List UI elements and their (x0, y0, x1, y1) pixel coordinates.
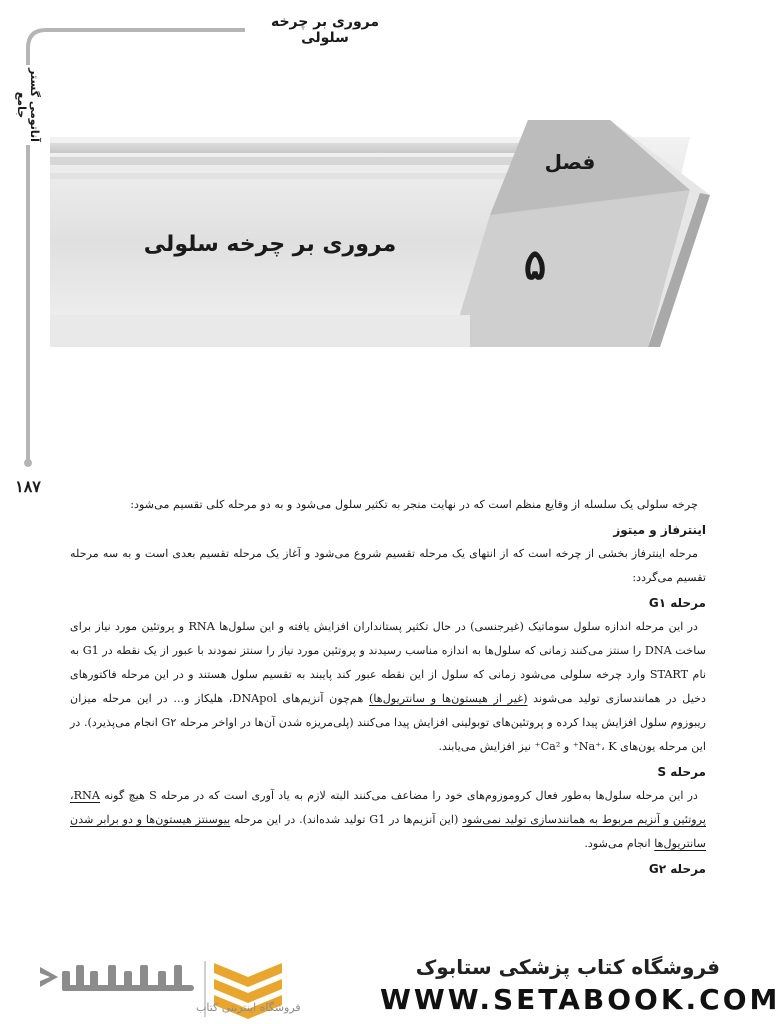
store-title: فروشگاه کتاب پزشکی ستابوک (415, 955, 720, 979)
chapter-label: فصل (544, 150, 596, 174)
s-underlined-a: RNA، پروتئین و آنزیم مربوط به همانندسازی تولید نمی‌شود (70, 789, 707, 826)
g1-underlined-a: (غیر از هیستون‌ها و سانتریول‌ها) (369, 692, 528, 705)
store-url[interactable]: WWW.SETABOOK.COM (380, 983, 780, 1016)
setabook-logo (18, 955, 301, 1020)
logo-wordmark-icon (40, 965, 194, 991)
g1-text-a: در این مرحله اندازه سلول سوماتیک (غیرجنسی) در حال تکثیر پستانداران افزایش یافته و این سلول‌ها RNA و پروتئین مورد نیاز برای ساخت DNA را سنتز می‌کنند زمانی که سلول‌ها به اندازه مناسب رسیدند و پروتئین مورد نیاز را سنتز نمودند با عبور از یک نقطه در G1 به نام START وارد چرخه سلولی می‌شود زمانی که سلول از این نقطه عبور کند پایبند به تقسیم سلول هستند و در این مرحله فاکتورهای دخیل در همانندسازی تولید می‌شوند (70, 620, 706, 705)
g1-paragraph (70, 615, 706, 759)
chapter-number: ۵ (523, 240, 547, 289)
g1-text-b: هم‌چون آنزیم‌های DNApol، هلیکاز و... در این مرحله میزان ریبوزوم سلول افزایش پیدا کرده و پروتئین‌های توبولینی افزایش پیدا می‌کنند (پلی‌مریزه شدن آن‌ها در اواخر مرحله G۲ انجام می‌پذیرد). در این مرحله یون‌های Na⁺، K⁺ و Ca²⁺ نیز افزایش می‌یابند. (70, 692, 706, 753)
logo-subtext: فروشگاه اینترنتی کتاب (196, 1001, 301, 1014)
side-book-title: آناتومی گستر جامع (15, 65, 41, 145)
section-heading-g2: مرحله G۲ (648, 862, 706, 876)
chapter-body (70, 493, 706, 881)
s-text-a: در این مرحله سلول‌ها به‌طور فعال کروموزوم‌های خود را مضاعف می‌کنند البته لازم به یاد آوری است که در مرحله S هیچ گونه (99, 789, 698, 802)
section-heading-s: مرحله S (657, 765, 706, 779)
intro-paragraph: چرخه سلولی یک سلسله از وقایع منظم است که در نهایت منجر به تکثیر سلول می‌شود و به دو مرحله کلی تقسیم می‌شود: (130, 498, 698, 511)
s-paragraph (70, 784, 706, 856)
section-heading-interphase: اینترفاز و میتوز (613, 523, 706, 537)
running-header-title: مروری بر چرخه سلولی (245, 14, 405, 46)
page-number: ۱۸۷ (15, 477, 41, 496)
interphase-paragraph: مرحله اینترفاز بخشی از چرخه است که از انتهای یک مرحله تقسیم شروع می‌شود و آغاز یک مرحله تقسیم بعدی است و به سه مرحله تقسیم می‌گردد: (70, 547, 706, 584)
chapter-title: مروری بر چرخه سلولی (143, 232, 397, 257)
section-heading-g1: مرحله G۱ (648, 596, 706, 610)
s-text-b: (این آنزیم‌ها در G1 تولید شده‌اند). در این مرحله (230, 813, 463, 826)
s-text-c: انجام می‌شود. (584, 837, 655, 850)
s-underlined-b: بیوسنتز هیستون‌ها و دو برابر شدن سانتریول‌ها (70, 813, 706, 850)
